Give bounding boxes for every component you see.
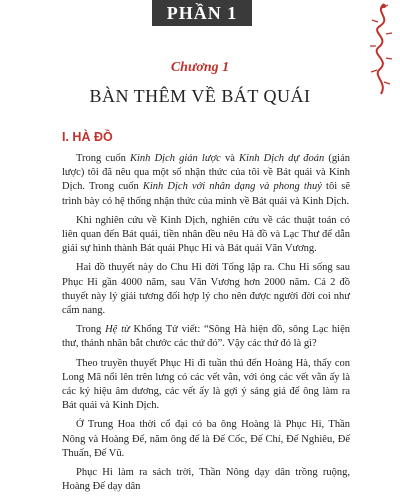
paragraph <box>62 418 350 461</box>
paragraph <box>62 466 350 494</box>
text-run: tôi sẽ trình bày có hệ thống nhận thức của mình về Bát quái và Kinh Dịch. <box>62 181 350 207</box>
section-heading: I. HÀ ĐỒ <box>62 130 113 144</box>
text-run: Phục Hi làm ra sách trời, Thần Nông dạy dân trồng ruộng, Hoàng Đế dạy dân <box>62 467 350 493</box>
paragraph <box>62 261 350 318</box>
text-run: Ở Trung Hoa thời cổ đại có ba ông Hoàng là Phục Hi, Thần Nông và Hoàng Đế, năm ông đế là Đế Cốc, Đế Chí, Đế Nghiêu, Đế Thuấn, Đế Vũ. <box>62 419 350 459</box>
text-run: Theo truyền thuyết Phục Hi đi tuần thú đến Hoàng Hà, thấy con Long Mã nổi lên trên lưng có các vết vằn, với óng các vết vằn ấy là các ký hiệu âm dương, các vết ấy là gợi ý sáng giá để ông làm ra Bát quái và Kinh Dịch. <box>62 357 350 412</box>
paragraph <box>62 152 350 209</box>
part-banner <box>152 0 252 26</box>
text-run: Khi nghiên cứu về Kinh Dịch, nghiên cứu về các thuật toán có liên quan đến Bát quái, tiền nhân đều nêu Hà đồ và Lạc Thư để dẫn giải sự hình thành Bát quái Phục Hi và Bát quái Văn Vương. <box>62 214 350 255</box>
chapter-label: Chương 1 <box>170 60 230 75</box>
body-text <box>62 152 350 499</box>
italic-title: Kinh Dịch dự đoán <box>239 153 325 164</box>
chapter-title: BÀN THÊM VỀ BÁT QUÁI <box>89 86 311 106</box>
text-run: Khổng Tử viết: “Sông Hà hiện đồ, sông Lạc hiện thư, thánh nhân bắt chước các thứ đó”. Vậy các thứ đó là gì? <box>62 324 351 350</box>
text-run: (giản lược) tôi đã nêu qua một số nhận thức của tôi về Bát quái và Kinh Dịch. Trong cuốn <box>62 153 350 193</box>
paragraph <box>62 214 350 257</box>
text-run: Hai đồ thuyết này do Chu Hi đời Tống lập ra. Chu Hi sống sau Phục Hi gần 4000 năm, sau Văn Vương hơn 2000 năm. Cả 2 đồ thuyết này lý giải tương đối hợp lý cho nên được người đời coi như cẩm nang. <box>62 262 350 317</box>
italic-title: Kinh Dịch với nhân dạng và phong thuỷ <box>142 181 322 193</box>
text-run: Trong <box>76 324 106 336</box>
text-run: và <box>220 153 240 164</box>
italic-title: Hệ từ <box>105 324 130 336</box>
dragon-ornament-icon <box>366 2 396 97</box>
part-banner-text: PHẦN 1 <box>166 2 238 23</box>
paragraph <box>62 323 350 351</box>
paragraph <box>62 357 350 414</box>
text-run: Trong cuốn <box>76 153 130 164</box>
italic-title: Kinh Dịch giản lược <box>130 153 221 164</box>
